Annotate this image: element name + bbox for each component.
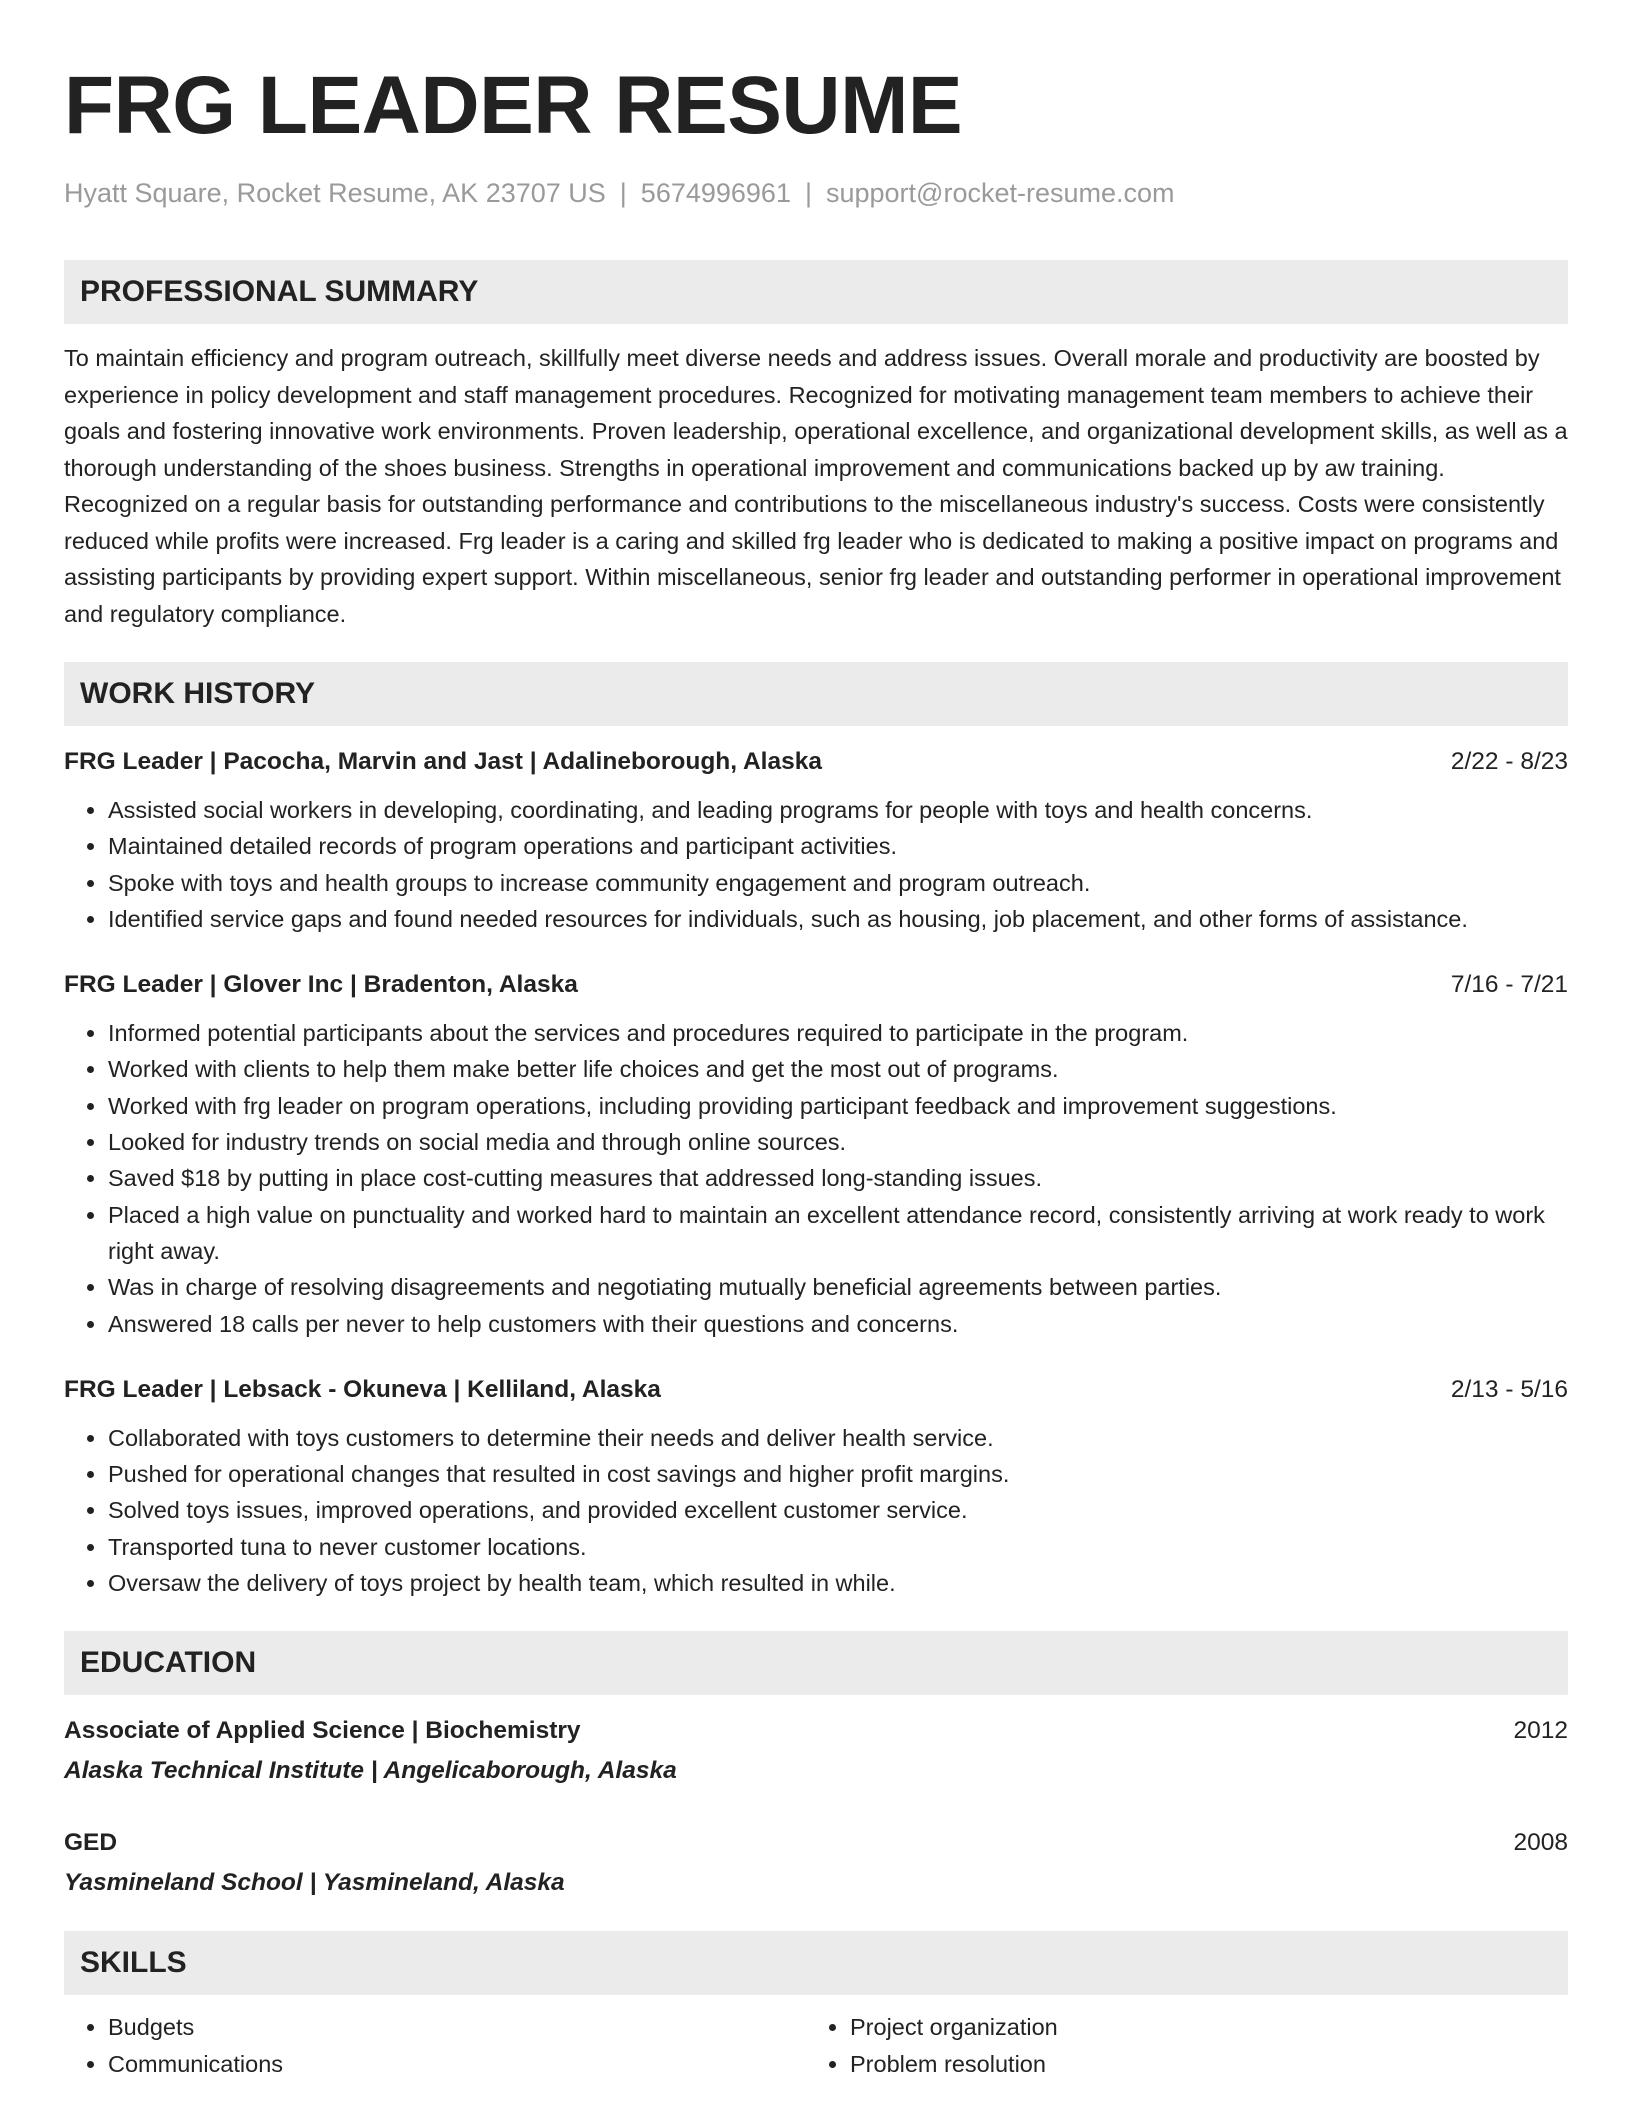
section-header-skills: SKILLS <box>64 1931 1568 1995</box>
job-bullet: • Pushed for operational changes that resulted in cost savings and higher profit margins. <box>108 1456 1568 1492</box>
contact-email[interactable]: support@rocket-resume.com <box>825 178 1175 208</box>
job-bullets <box>64 1420 1568 1601</box>
resume-page <box>64 0 1568 2082</box>
job-bullet: • Saved $18 by putting in place cost-cutting measures that addressed long-standing issues. <box>108 1160 1568 1196</box>
summary-text: To maintain efficiency and program outreach, skillfully meet diverse needs and address issues. Overall morale and productivity are boosted by experience in policy development and staff management procedures. Recognized for motivating management team members to achieve their goals and fostering innovative work environments. Proven leadership, operational excellence, and organizational development skills, as well as a thorough understanding of the shoes business. Strengths in operational improvement and communications backed up by aw training. Recognized on a regular basis for outstanding performance and contributions to the miscellaneous industry's success. Costs were consistently reduced while profits were increased. Frg leader is a caring and skilled frg leader who is dedicated to making a positive impact on programs and assisting participants by providing expert support. Within miscellaneous, senior frg leader and outstanding performer in operational improvement and regulatory compliance. <box>64 345 1568 627</box>
contact-address: Hyatt Square, Rocket Resume, AK 23707 US <box>64 178 606 208</box>
job-bullet: • Assisted social workers in developing, coordinating, and leading programs for people with toys and health concerns. <box>108 792 1568 828</box>
job-bullets <box>64 792 1568 937</box>
job-bullet: • Worked with clients to help them make better life choices and get the most out of programs. <box>108 1051 1568 1087</box>
job-bullet: • Placed a high value on punctuality and worked hard to maintain an excellent attendance record, consistently arriving at work ready to work right away. <box>108 1197 1568 1270</box>
skills-column-right <box>806 2009 1548 2082</box>
skill-item: • Problem resolution <box>850 2046 1548 2082</box>
contact-line <box>64 176 1568 210</box>
job-title: FRG Leader | Glover Inc | Bradenton, Alaska <box>64 971 578 999</box>
section-header-education: EDUCATION <box>64 1631 1568 1695</box>
job-title: FRG Leader | Pacocha, Marvin and Jast | Adalineborough, Alaska <box>64 748 822 775</box>
contact-phone: 5674996961 <box>640 178 791 208</box>
skill-item: • Budgets <box>108 2009 806 2045</box>
job-bullet: • Worked with frg leader on program operations, including providing participant feedback and improvement suggestions. <box>108 1088 1568 1124</box>
education-school: Yasmineland School | Yasmineland, Alaska <box>64 1869 565 1897</box>
education-header <box>64 1713 1568 1749</box>
skill-item: • Project organization <box>850 2009 1548 2045</box>
education-entry <box>64 1825 1568 1901</box>
education-year: 2008 <box>1513 1829 1568 1857</box>
job-header <box>64 744 1568 780</box>
job-entry <box>64 1372 1568 1601</box>
job-header <box>64 967 1568 1003</box>
skill-item: • Communications <box>108 2046 806 2082</box>
section-header-summary: PROFESSIONAL SUMMARY <box>64 260 1568 324</box>
job-header <box>64 1372 1568 1408</box>
job-bullet: • Informed potential participants about the services and procedures required to participate in the program. <box>108 1015 1568 1051</box>
job-bullet: • Transported tuna to never customer locations. <box>108 1529 1568 1565</box>
job-dates: 2/22 - 8/23 <box>1450 748 1568 775</box>
education-school: Alaska Technical Institute | Angelicaborough, Alaska <box>64 1757 677 1785</box>
contact-separator: | <box>619 178 627 208</box>
education-degree: Associate of Applied Science | Biochemistry <box>64 1717 581 1745</box>
job-bullet: • Was in charge of resolving disagreements and negotiating mutually beneficial agreements between parties. <box>108 1269 1568 1305</box>
job-bullet: • Answered 18 calls per never to help customers with their questions and concerns. <box>108 1306 1568 1342</box>
job-bullet: • Looked for industry trends on social media and through online sources. <box>108 1124 1568 1160</box>
skills-list <box>64 2009 1568 2082</box>
job-bullet: • Spoke with toys and health groups to increase community engagement and program outreach. <box>108 865 1568 901</box>
job-bullets <box>64 1015 1568 1342</box>
job-dates: 2/13 - 5/16 <box>1450 1375 1568 1403</box>
job-bullet: • Identified service gaps and found needed resources for individuals, such as housing, job placement, and other forms of assistance. <box>108 901 1568 937</box>
resume-title: FRG LEADER RESUME <box>64 60 963 151</box>
job-dates: 7/16 - 7/21 <box>1450 971 1568 999</box>
job-entry <box>64 967 1568 1342</box>
job-bullet: • Oversaw the delivery of toys project by health team, which resulted in while. <box>108 1565 1568 1601</box>
education-degree: GED <box>64 1829 118 1857</box>
contact-separator: | <box>804 178 812 208</box>
education-entry <box>64 1713 1568 1789</box>
skills-column-left <box>64 2009 806 2082</box>
job-bullet: • Solved toys issues, improved operations, and provided excellent customer service. <box>108 1492 1568 1528</box>
education-header <box>64 1825 1568 1861</box>
education-year: 2012 <box>1513 1717 1568 1745</box>
job-title: FRG Leader | Lebsack - Okuneva | Kelliland, Alaska <box>64 1375 661 1403</box>
job-bullet: • Collaborated with toys customers to determine their needs and deliver health service. <box>108 1420 1568 1456</box>
job-bullet: • Maintained detailed records of program operations and participant activities. <box>108 828 1568 864</box>
job-entry <box>64 744 1568 937</box>
section-header-work-history: WORK HISTORY <box>64 662 1568 726</box>
